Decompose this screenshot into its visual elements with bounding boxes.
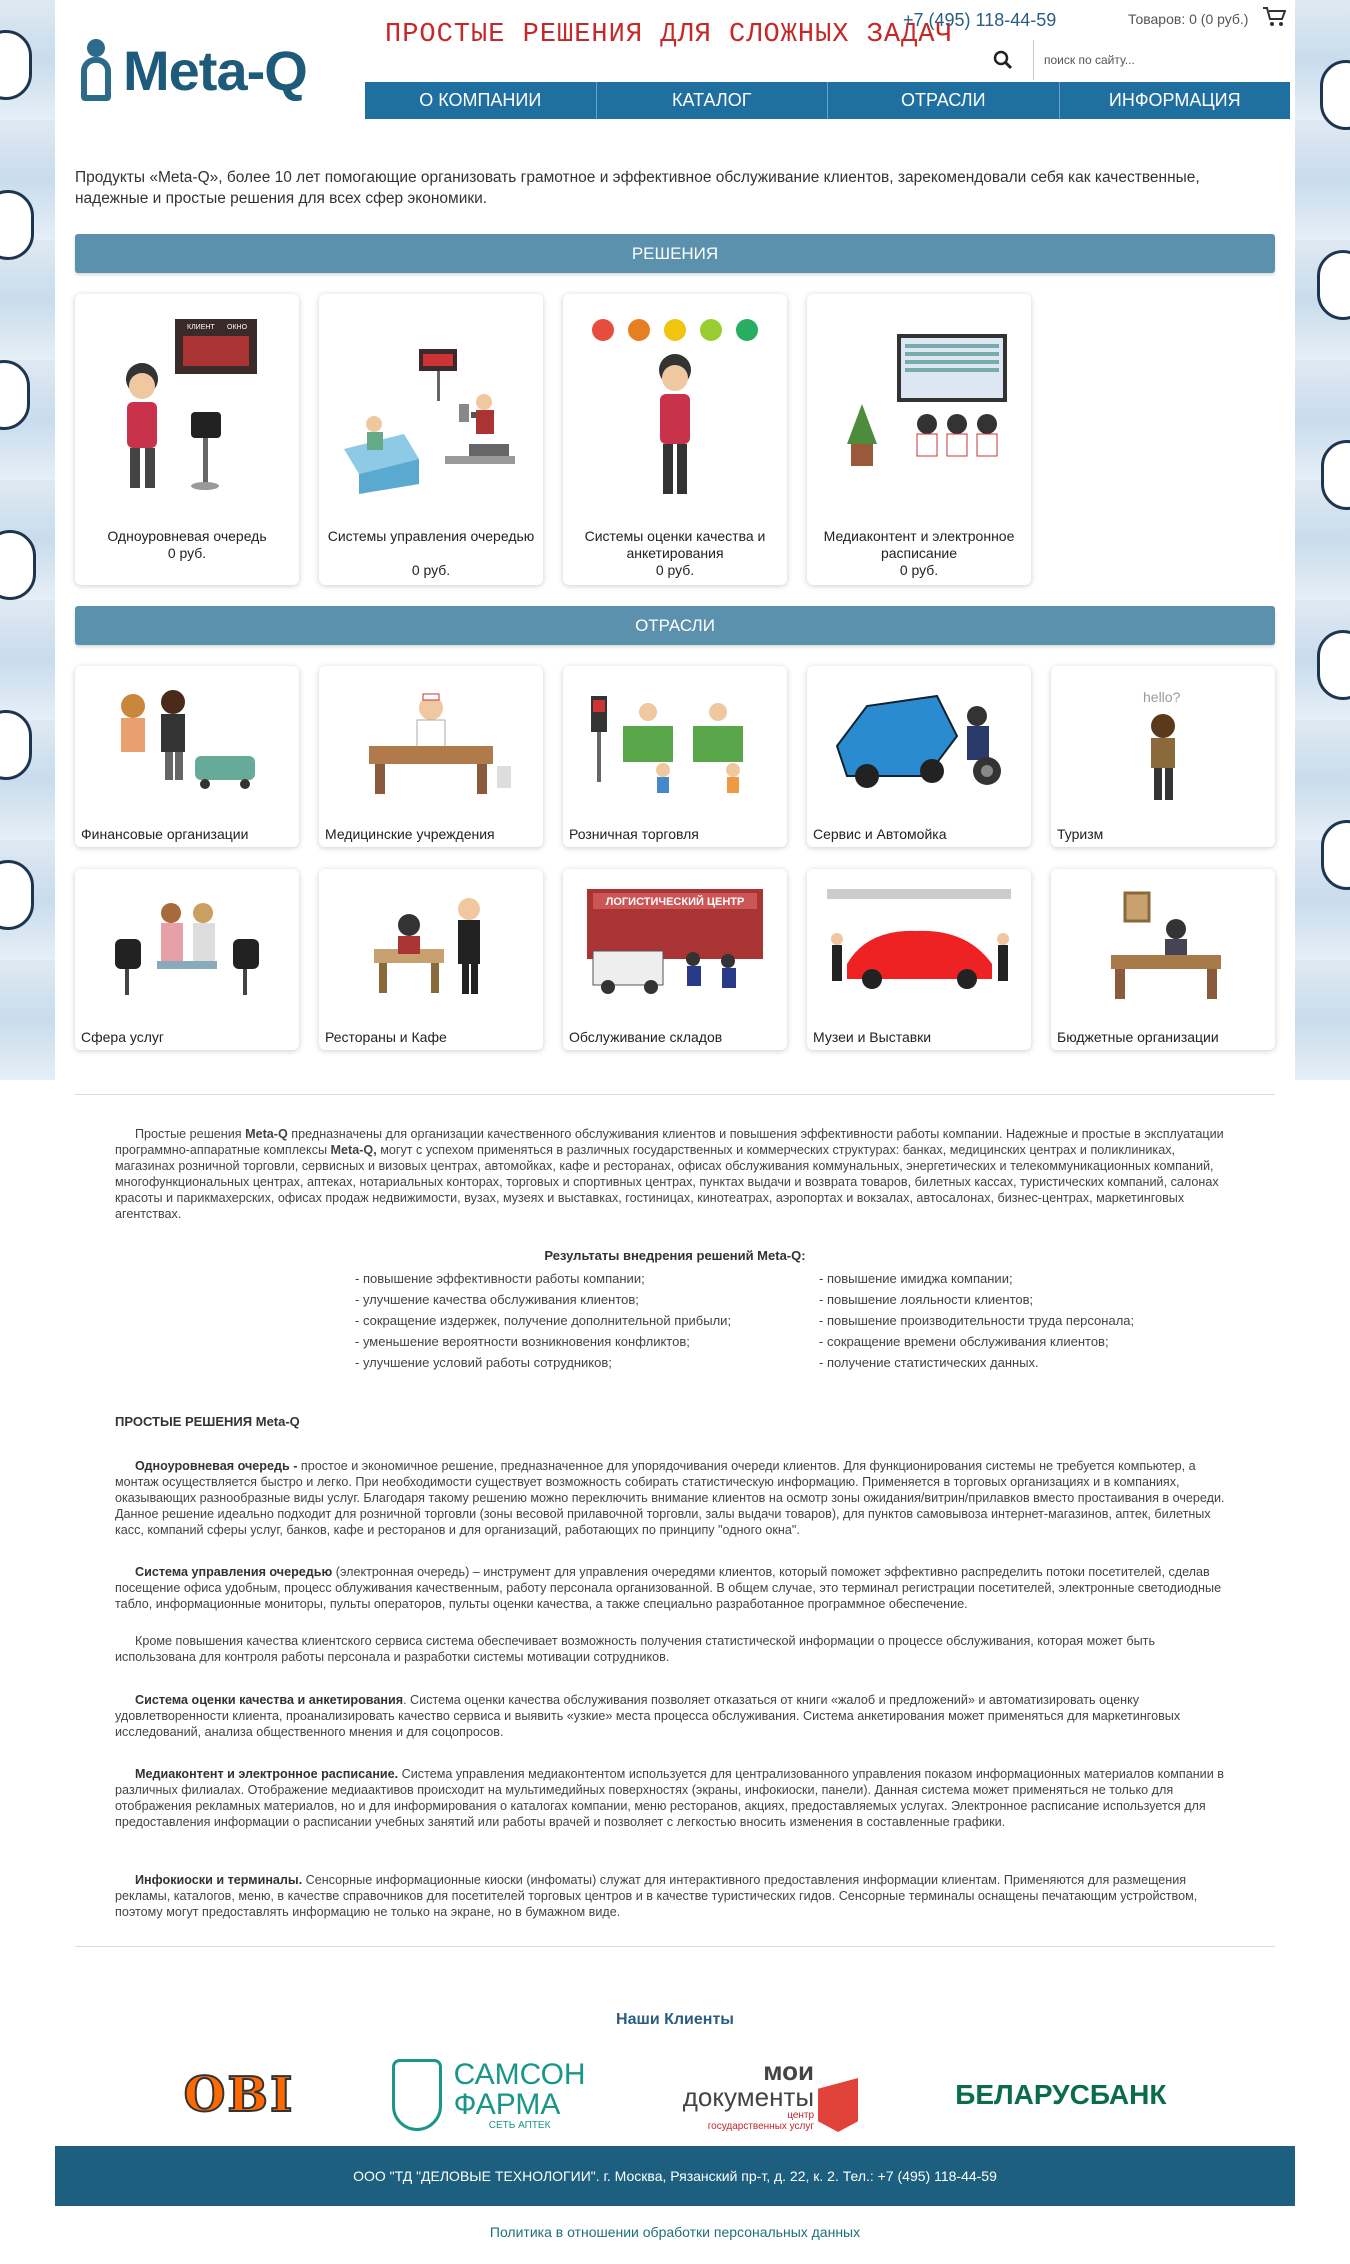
- card-title: Туризм: [1057, 826, 1104, 842]
- industry-card[interactable]: [1051, 666, 1275, 847]
- left-decorative-background: [0, 0, 55, 1080]
- industry-card[interactable]: [75, 869, 299, 1050]
- exhibition-illustration: [807, 869, 1031, 1019]
- svg-text:hello?: hello?: [1143, 689, 1181, 705]
- card-price: 0 руб.: [411, 562, 451, 578]
- cloud-decoration: [1321, 440, 1350, 510]
- results-title: Результаты внедрения решений Meta-Q:: [544, 1248, 806, 1263]
- government-illustration: [1051, 869, 1275, 1019]
- industry-card[interactable]: [75, 666, 299, 847]
- client-logo-mydocs[interactable]: мои документы центр государственных услуг: [683, 2058, 858, 2132]
- svg-text:ОКНО: ОКНО: [227, 324, 248, 331]
- industry-card[interactable]: [319, 666, 543, 847]
- svg-text:ЛОГИСТИЧЕСКИЙ ЦЕНТР: ЛОГИСТИЧЕСКИЙ ЦЕНТР: [605, 896, 745, 908]
- card-title: Розничная торговля: [569, 826, 699, 842]
- card-title: Бюджетные организации: [1057, 1029, 1219, 1045]
- nav-item-industries[interactable]: ОТРАСЛИ: [828, 82, 1060, 119]
- svg-text:КЛИЕНТ: КЛИЕНТ: [187, 324, 215, 331]
- restaurant-illustration: [319, 869, 543, 1019]
- search-icon[interactable]: [985, 42, 1021, 78]
- privacy-policy-link[interactable]: Политика в отношении обработки персональных данных: [489, 2224, 861, 2240]
- card-title: Одноуровневая очередь: [107, 528, 267, 544]
- results-list-left: [355, 1268, 731, 1373]
- solution-card[interactable]: [807, 294, 1031, 585]
- industry-card[interactable]: [563, 666, 787, 847]
- list-item: - повышение эффективности работы компании;: [355, 1271, 645, 1286]
- list-item: - улучшение качества обслуживания клиентов;: [355, 1292, 639, 1307]
- card-title: Музеи и Выставки: [813, 1029, 932, 1045]
- solution-description: Кроме повышения качества клиентского сервиса система обеспечивает возможность получения статистической информации о процессе обслуживания, которая может быть использована для контроля работы персонала и разработки системы мотивации сотрудников.: [115, 1634, 1156, 1664]
- industries-section-title: ОТРАСЛИ: [75, 606, 1275, 645]
- phone-link[interactable]: +7 (495) 118-44-59: [903, 10, 1057, 30]
- card-price: 0 руб.: [655, 562, 695, 578]
- cloud-decoration: [0, 190, 34, 260]
- solution-card[interactable]: [319, 294, 543, 585]
- cloud-decoration: [0, 860, 34, 930]
- intro-text: Продукты «Meta-Q», более 10 лет помогающие организовать грамотное и эффективное обслуживание клиентов, зарекомендовали себя как качественные, надежные и простые решения для всех сфер экономики.: [75, 169, 1200, 207]
- results-list-right: [819, 1268, 1134, 1373]
- industry-card[interactable]: [319, 869, 543, 1050]
- card-title: Системы управления очередью: [327, 528, 535, 544]
- industry-card[interactable]: [1051, 869, 1275, 1050]
- industry-card[interactable]: [563, 869, 787, 1050]
- finance-illustration: [75, 666, 299, 816]
- medical-illustration: [319, 666, 543, 816]
- queue-terminal-illustration: [75, 294, 299, 524]
- card-title: Финансовые организации: [81, 826, 249, 842]
- car-service-illustration: [807, 666, 1031, 816]
- card-title: Сервис и Автомойка: [813, 826, 947, 842]
- warehouse-illustration: [563, 869, 787, 1019]
- client-logo-obi[interactable]: OBI: [183, 2067, 295, 2123]
- solution-description: Медиаконтент и электронное расписание. Система управления медиаконтентом используется для централизованного управления показом информационных материалов компании в различных филиалах. Отображение медиаактивов происходит на мультимедийных поверхностях (экраны, инфокиоски, панели). Данная система может применяться не только для отображения рекламных материалов, но и для информирования о каталогах компании, меню ресторанов, акциях, предоставляемых услугах. Электронное расписание используется для предоставления информации о расписании учебных занятий или работы врачей и позволяет с легкостью вносить изменения в составленные графики.: [115, 1767, 1224, 1829]
- right-decorative-background: [1295, 0, 1350, 1080]
- cloud-decoration: [1321, 820, 1350, 890]
- services-illustration: [75, 869, 299, 1019]
- list-item: - повышение имиджа компании;: [819, 1271, 1013, 1286]
- flag-icon: [818, 2078, 858, 2132]
- industry-card[interactable]: [807, 869, 1031, 1050]
- clients-carousel: [55, 2045, 1295, 2145]
- simple-solutions-heading: ПРОСТЫЕ РЕШЕНИЯ Meta-Q: [115, 1414, 300, 1429]
- list-item: - сокращение издержек, получение дополнительной прибыли;: [355, 1313, 732, 1328]
- site-slogan: ПРОСТЫЕ РЕШЕНИЯ ДЛЯ СЛОЖНЫХ ЗАДАЧ: [385, 20, 953, 50]
- card-title: Рестораны и Кафе: [325, 1029, 447, 1045]
- card-price: 0 руб.: [899, 562, 939, 578]
- solution-description: Одноуровневая очередь - простое и экономичное решение, предназначенное для упорядочивания очереди клиентов. Для функционирования системы не требуется компьютер, а монтаж осуществляется быстро и легко. При необходимости существует возможность собирать статистическую информацию. Применяется в торговых организациях и в компаниях, оказывающих разнообразные виды услуг. Благодаря такому решению можно переключить внимание клиентов на осмотр зоны ожидания/витрин/прилавков вместо простаивания в очереди. Данное решение идеально подходит для розничной торговли (зоны весовой прилавочной торговли, залы выдачи товаров), для пунктов самовывоза интернет-магазинов, аптек, билетных касс, компаний сферы услуг, банков, кафе и ресторанов и для организаций, работающих по принципу "одного окна".: [115, 1459, 1225, 1537]
- site-logo[interactable]: [73, 34, 343, 106]
- list-item: - повышение лояльности клиентов;: [819, 1292, 1034, 1307]
- cloud-decoration: [0, 530, 36, 600]
- cloud-decoration: [0, 30, 32, 100]
- solution-card[interactable]: [563, 294, 787, 585]
- logo-text: Meta-Q: [123, 38, 307, 102]
- industry-card[interactable]: [807, 666, 1031, 847]
- clients-title: Наши Клиенты: [616, 2011, 734, 2028]
- quality-rating-illustration: [563, 294, 787, 524]
- footer-text: ООО "ТД "ДЕЛОВЫЕ ТЕХНОЛОГИИ". г. Москва, Рязанский пр-т, д. 22, к. 2. Тел.: +7 (495) 118-44-59: [353, 2168, 997, 2184]
- page-container: [55, 0, 1295, 2264]
- search-input[interactable]: [1033, 40, 1283, 80]
- client-logo-samson[interactable]: САМСОН ФАРМА СЕТЬ АПТЕК: [392, 2059, 586, 2131]
- nav-item-info[interactable]: ИНФОРМАЦИЯ: [1108, 90, 1241, 110]
- solution-card[interactable]: [75, 294, 299, 585]
- divider: [75, 1946, 1275, 1947]
- nav-item-company[interactable]: О КОМПАНИИ: [365, 82, 597, 119]
- card-title: Медицинские учреждения: [325, 826, 495, 842]
- tourism-illustration: [1051, 666, 1275, 816]
- list-item: - улучшение условий работы сотрудников;: [355, 1355, 612, 1370]
- card-title: Системы оценки качества и анкетирования: [584, 528, 766, 561]
- footer: [55, 2146, 1295, 2206]
- solution-description: Инфокиоски и терминалы. Сенсорные информационные киоски (инфоматы) служат для интерактивного предоставления информации клиентам. Применяются для размещения рекламы, каталогов, меню, в качестве справочников для посетителей торговых центров и в качестве туристических гидов. Сенсорные терминалы оснащены печатающим устройством, поэтому могут предоставлять информацию не только на экране, но в бумажном виде.: [115, 1873, 1198, 1919]
- solution-description: Система оценки качества и анкетирования. Система оценки качества обслуживания позволяет отказаться от книги «жалоб и предложений» и автоматизировать оценку удовлетворенности клиента, проанализировать качество сервиса и выявить «узкие» места процесса обслуживания. Система анкетирования может применяться для маркетинговых исследований, анализа общественного мнения и для соцопросов.: [115, 1693, 1181, 1739]
- search-bar: [985, 38, 1285, 82]
- cloud-decoration: [1317, 250, 1350, 320]
- shield-icon: [392, 2059, 442, 2131]
- card-title: Обслуживание складов: [569, 1029, 723, 1045]
- list-item: - сокращение времени обслуживания клиентов;: [819, 1334, 1109, 1349]
- logo-person-icon: [73, 37, 119, 103]
- queue-system-illustration: [319, 294, 543, 524]
- list-item: - получение статистических данных.: [819, 1355, 1039, 1370]
- list-item: - повышение производительности труда персонала;: [819, 1313, 1135, 1328]
- cloud-decoration: [1320, 60, 1350, 130]
- card-title: Медиаконтент и электронное расписание: [823, 528, 1015, 561]
- cart-summary[interactable]: Товаров: 0 (0 руб.): [1128, 11, 1249, 27]
- card-title: Сфера услуг: [81, 1029, 164, 1045]
- retail-illustration: [563, 666, 787, 816]
- main-nav: [365, 82, 1290, 119]
- cloud-decoration: [0, 710, 32, 780]
- card-price: 0 руб.: [167, 545, 207, 561]
- solutions-section-title: РЕШЕНИЯ: [75, 234, 1275, 273]
- cloud-decoration: [0, 360, 30, 430]
- solution-description: Система управления очередью (электронная очередь) – инструмент для управления очередями клиентов, который поможет эффективно распределить потоки посетителей, сделав посещение офиса удобным, процесс облуживания качественным, работу персонала организованной. В общем случае, это терминал регистрации посетителей, электронные светодиодные табло, информационные мониторы, пульты операторов, пульты оценки качества, а также специально разработанное программное обеспечение.: [115, 1565, 1222, 1611]
- nav-item-catalog[interactable]: КАТАЛОГ: [597, 82, 829, 119]
- cloud-decoration: [1317, 630, 1350, 700]
- list-item: - уменьшение вероятности возникновения конфликтов;: [355, 1334, 690, 1349]
- cart-icon[interactable]: [1262, 6, 1286, 28]
- about-paragraph: Простые решения Meta-Q предназначены для организации качественного обслуживания клиентов и повышения эффективности работы компании. Надежные и простые в эксплуатации программно-аппаратные комплексы Meta-Q, могут с успехом применяться в различных государственных и коммерческих структурах: банках, медицинских центрах и поликлиниках, магазинах розничной торговли, сервисных и визовых центрах, автомойках, кафе и ресторанах, офисах обслуживания коммунальных, энергетических и телекоммуникационных компаний, многофункциональных центрах, аптеках, нотариальных конторах, торговых и спортивных центрах, пунктах выдачи и возврата товаров, билетных кассах, туристических компаний, салонах красоты и парикмахерских, офисах продаж недвижимости, вузах, музеях и выставках, гостиницах, кинотеатрах, аэропортах и вокзалах, автосалонах, бизнес-центрах, маркетинговых агентствах.: [115, 1127, 1224, 1221]
- media-schedule-illustration: [807, 294, 1031, 524]
- divider: [75, 1094, 1275, 1095]
- client-logo-belarusbank[interactable]: БЕЛАРУСБАНК: [955, 2079, 1167, 2110]
